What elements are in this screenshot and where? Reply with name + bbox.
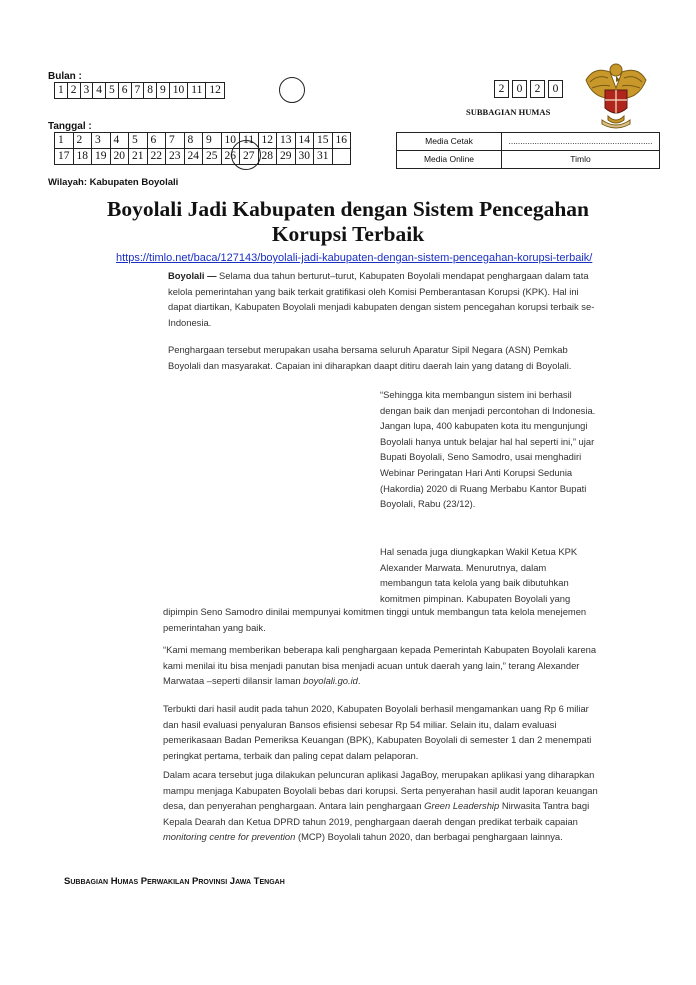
year-box xyxy=(491,80,566,98)
media-table xyxy=(396,132,660,169)
p7-text-a: Dalam acara tersebut juga dilakukan peluncuran aplikasi JagaBoy, merupakan aplikasi yang diharapkan mampu menjaga Kabupaten Boyolali bebas dari korupsi. Serta penyerahan hasil audit laporan keuangan desa, dan penyerahan penghargaan. Antara lain penghargaan xyxy=(163,769,598,812)
date-cell: 12 xyxy=(258,133,277,149)
p1-text: Selama dua tahun berturut–turut, Kabupaten Boyolali mendapat penghargaan dalam tata kelola pemerintahan yang baik terkait gratifikasi oleh Komisi Pemberantasan Korupsi (KPK). Hal ini dapat diartikan, Kabupaten Boyolali menjadi kabupaten dengan sistem pencegahan korupsi terbaik se-Indonesia. xyxy=(168,270,595,328)
month-cell: 8 xyxy=(144,83,157,99)
article-title xyxy=(40,197,656,247)
month-cell: 11 xyxy=(188,83,206,99)
bulan-label: Bulan : xyxy=(48,71,82,82)
media-cetak-value: ............................................................. xyxy=(502,133,660,151)
date-cell: 30 xyxy=(295,149,314,165)
date-cell: 17 xyxy=(55,149,74,165)
month-cell: 3 xyxy=(80,83,93,99)
quote-1: “Sehingga kita membangun sistem ini berhasil dengan baik dan menjadi percontohan di Indonesia. Jangan lupa, 400 kabupaten kota itu mengunjungi Boyolali hanya untuk belajar hal hal seperti ini,” ujar Bupati Boyolali, Seno Samodro, usai menghadiri Webinar Peringatan Hari Anti Korupsi Sedunia (Hakordia) 2020 di Ruang Merbabu Kantor Bupati Boyolali, Rabu (23/12). xyxy=(380,389,596,510)
date-cell: 3 xyxy=(92,133,111,149)
date-cell: 25 xyxy=(203,149,222,165)
date-cell: 2 xyxy=(73,133,92,149)
quote-2-text: “Kami memang memberikan beberapa kali penghargaan kepada Pemerintah Kabupaten Boyolali karena kami menilai itu bisa menjadi panutan bisa menjadi acuan untuk daerah yang lain,” terang Alexander Marwataa –seperti dilansir laman xyxy=(163,644,597,687)
media-cetak-label: Media Cetak xyxy=(397,133,502,151)
date-cell: 4 xyxy=(110,133,129,149)
media-online-label: Media Online xyxy=(397,151,502,169)
wilayah-label: Wilayah: Kabupaten Boyolali xyxy=(48,177,179,188)
p7-text-c: (MCP) Boyolali tahun 2020, dan berbagai penghargaan lainnya. xyxy=(295,831,563,843)
year-digit: 0 xyxy=(512,80,527,98)
footer-label: Subbagian Humas Perwakilan Provinsi Jawa Tengah xyxy=(64,876,285,887)
month-cell: 9 xyxy=(157,83,170,99)
date-cell: 8 xyxy=(184,133,203,149)
date-cell: 20 xyxy=(110,149,129,165)
quote-2 xyxy=(163,642,605,689)
paragraph-1 xyxy=(168,268,600,330)
media-online-value: Timlo xyxy=(502,151,660,169)
date-cell: 9 xyxy=(203,133,222,149)
date-cell: 13 xyxy=(277,133,296,149)
month-cell: 1 xyxy=(55,83,68,99)
date-cell: 6 xyxy=(147,133,166,149)
date-cell: 5 xyxy=(129,133,148,149)
date-grid xyxy=(54,132,351,165)
garuda-emblem-icon xyxy=(580,58,652,130)
paragraph-4-top: Hal senada juga diungkapkan Wakil Ketua KPK Alexander Marwata. Menurutnya, dalam membangun tata kelola yang baik dibutuhkan komitmen pimpinan. Kabupaten Boyolali yang xyxy=(380,546,578,604)
month-grid xyxy=(54,82,225,99)
date-cell: 19 xyxy=(92,149,111,165)
date-cell: 18 xyxy=(73,149,92,165)
date-cell: 28 xyxy=(258,149,277,165)
title-line-2: Korupsi Terbaik xyxy=(271,222,425,246)
tanggal-label: Tanggal : xyxy=(48,121,92,132)
month-cell: 10 xyxy=(169,83,188,99)
year-digit: 2 xyxy=(530,80,545,98)
article-url-link[interactable]: https://timlo.net/baca/127143/boyolali-jadi-kabupaten-dengan-sistem-pencegahan-korupsi-terbaik/ xyxy=(116,252,593,264)
month-cell: 2 xyxy=(67,83,80,99)
p7-text-b: Nirwasita Tantra bagi Kepala Dearah dan Ketua DPRD tahun 2019, penghargaan daerah dengan predikat terbaik capaian xyxy=(163,800,590,827)
date-cell: 29 xyxy=(277,149,296,165)
date-cell: 21 xyxy=(129,149,148,165)
selected-month-circle xyxy=(279,77,305,103)
date-cell: 11 xyxy=(240,133,259,149)
month-cell: 12 xyxy=(206,83,225,99)
dateline: Boyolali — xyxy=(168,270,217,281)
paragraph-7 xyxy=(163,767,605,845)
quote-2-source: boyolali.go.id xyxy=(303,675,358,687)
date-cell xyxy=(332,149,351,165)
department-label: SUBBAGIAN HUMAS xyxy=(466,107,551,117)
date-cell: 1 xyxy=(55,133,74,149)
date-cell: 15 xyxy=(314,133,333,149)
date-cell: 14 xyxy=(295,133,314,149)
date-cell: 7 xyxy=(166,133,185,149)
date-cell: 27 xyxy=(240,149,259,165)
paragraph-2: Penghargaan tersebut merupakan usaha bersama seluruh Aparatur Sipil Negara (ASN) Pemkab Boyolali dan masyarakat. Capaian ini diharapkan daapt ditiru daerah lain yang datang di Boyolali. xyxy=(168,344,572,371)
month-cell: 5 xyxy=(106,83,119,99)
date-cell: 16 xyxy=(332,133,351,149)
year-digit: 0 xyxy=(548,80,563,98)
date-cell: 26 xyxy=(221,149,240,165)
p7-emphasis-2: monitoring centre for prevention xyxy=(163,831,296,843)
month-cell: 6 xyxy=(118,83,131,99)
date-cell: 23 xyxy=(166,149,185,165)
date-cell: 31 xyxy=(314,149,333,165)
date-cell: 10 xyxy=(221,133,240,149)
date-cell: 22 xyxy=(147,149,166,165)
title-line-1: Boyolali Jadi Kabupaten dengan Sistem Pencegahan xyxy=(106,197,590,221)
date-cell: 24 xyxy=(184,149,203,165)
year-digit: 2 xyxy=(494,80,509,98)
p7-emphasis-1: Green Leadership xyxy=(424,800,500,812)
month-cell: 7 xyxy=(131,83,144,99)
paragraph-6: Terbukti dari hasil audit pada tahun 2020, Kabupaten Boyolali berhasil mengamankan uang Rp 6 miliar dan hasil evaluasi penyaluran Bansos efisiensi sebesar Rp 54 miliar. Selain itu, dalam evaluasi pemerikasaan Badan Pemeriksa Keuangan (BPK), Kabupaten Boyolali di semester 1 dan 2 menempati peringkat pertama, terbaik dan paling cepat dalam pelaporan. xyxy=(163,703,592,761)
quote-2-end: . xyxy=(357,675,361,687)
month-cell: 4 xyxy=(93,83,106,99)
paragraph-4-bottom: dipimpin Seno Samodro dinilai mempunyai komitmen tinggi untuk membangun tata kelola menejemen pemerintahan yang baik. xyxy=(163,606,587,633)
